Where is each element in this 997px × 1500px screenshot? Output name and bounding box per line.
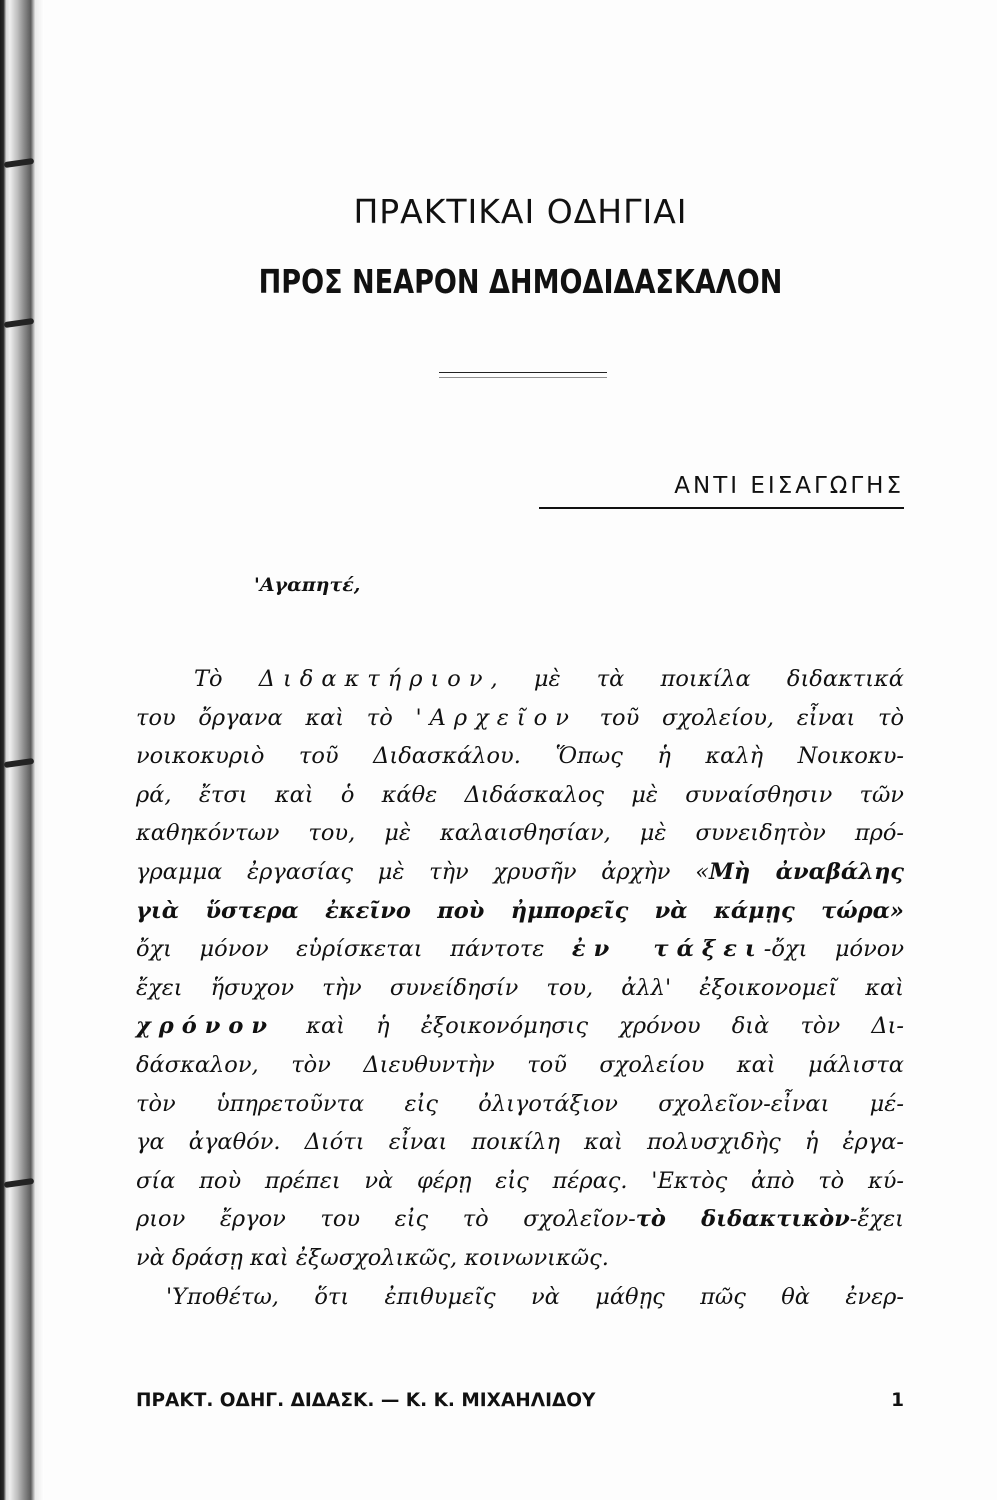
- title-line-1: ΠΡΑΚΤΙΚΑΙ ΟΔΗΓΙΑΙ: [353, 192, 688, 231]
- text-line: ρά, ἔτσι καὶ ὁ κάθε Διδάσκαλος μὲ συναίσθησιν τῶν: [136, 781, 904, 808]
- text-line: ριον ἔργον του εἰς τὸ σχολεῖον-τὸ διδακτικὸν-ἔχει: [136, 1206, 904, 1233]
- text-line: 'Υποθέτω, ὅτι ἐπιθυμεῖς νὰ μάθῃς πῶς θὰ ἐνερ-: [166, 1283, 904, 1310]
- salutation: 'Αγαπητέ,: [254, 574, 361, 596]
- text-line: χρόνον καὶ ἡ ἐξοικονόμησις χρόνου διὰ τὸν Δι-: [136, 1013, 904, 1040]
- title-line-2: ΠΡΟΣ ΝΕΑΡΟΝ ΔΗΜΟΔΙΔΑΣΚΑΛΟΝ: [258, 262, 783, 301]
- book-binding: [0, 0, 44, 1500]
- binding-stitch: [4, 758, 35, 768]
- text-line: ὄχι μόνον εὑρίσκεται πάντοτε ἐν τάξει-ὄχι μόνον: [136, 936, 905, 963]
- text-line: Τὸ Διδακτήριον, μὲ τὰ ποικίλα διδακτικά: [194, 666, 904, 692]
- text-line: δάσκαλον, τὸν Διευθυντὴν τοῦ σχολείου καὶ μάλιστα: [136, 1051, 904, 1078]
- section-heading: ΑΝΤΙ ΕΙΣΑΓΩΓΗΣ: [674, 473, 904, 499]
- text-line: καθηκόντων του, μὲ καλαισθησίαν, μὲ συνειδητὸν πρό-: [136, 820, 904, 847]
- running-title: ΠΡΑΚΤ. ΟΔΗΓ. ΔΙΔΑΣΚ. — Κ. Κ. ΜΙΧΑΗΛΙΔΟΥ: [136, 1390, 596, 1411]
- spaced-term: Διδακτήριον: [258, 666, 491, 692]
- spaced-term: 'Αρχεῖον: [415, 704, 577, 731]
- text-line: σία ποὺ πρέπει νὰ φέρῃ εἰς πέρας. 'Εκτὸς ἀπὸ τὸ κύ-: [136, 1167, 904, 1194]
- divider-rule: [439, 377, 607, 378]
- binding-stitch: [4, 1178, 35, 1188]
- text-line: ἔχει ἥσυχον τὴν συνείδησίν του, ἀλλ' ἐξοικονομεῖ καὶ: [136, 974, 904, 1001]
- book-page: [44, 0, 997, 1500]
- text-line: γα ἀγαθόν. Διότι εἶναι ποικίλη καὶ πολυσχιδὴς ἡ ἐργα-: [136, 1129, 904, 1156]
- divider-rule: [439, 372, 607, 373]
- binding-stitch: [4, 318, 35, 328]
- text-line: γραμμα ἐργασίας μὲ τὴν χρυσῆν ἀρχὴν «Μὴ ἀναβάλης: [136, 858, 904, 885]
- text-line: νοικοκυριὸ τοῦ Διδασκάλου. Ὅπως ἡ καλὴ Νοικοκυ-: [136, 743, 904, 770]
- page-number: 1: [891, 1390, 904, 1411]
- section-heading-underline: [539, 507, 904, 509]
- bold-phrase: Μὴ ἀναβάλης: [708, 858, 904, 885]
- page-footer: [136, 1390, 904, 1411]
- text-line: γιὰ ὕστερα ἐκεῖνο ποὺ ἠμπορεῖς νὰ κάμῃς τώρα»: [136, 897, 904, 924]
- spaced-term: χρόνον: [136, 1013, 275, 1040]
- binding-stitch: [4, 158, 35, 168]
- spaced-term: ἐν τάξει: [571, 936, 764, 963]
- bold-phrase: τὸ διδακτικὸν: [635, 1206, 850, 1233]
- text-line: τὸν ὑπηρετοῦντα εἰς ὀλιγοτάξιον σχολεῖον-εἶναι μέ-: [136, 1090, 904, 1117]
- text-line: του ὄργανα καὶ τὸ 'Αρχεῖον τοῦ σχολείου, εἶναι τὸ: [136, 704, 904, 731]
- text-line: νὰ δράσῃ καὶ ἐξωσχολικῶς, κοινωνικῶς.: [136, 1244, 609, 1271]
- body-paragraph: [136, 660, 904, 1316]
